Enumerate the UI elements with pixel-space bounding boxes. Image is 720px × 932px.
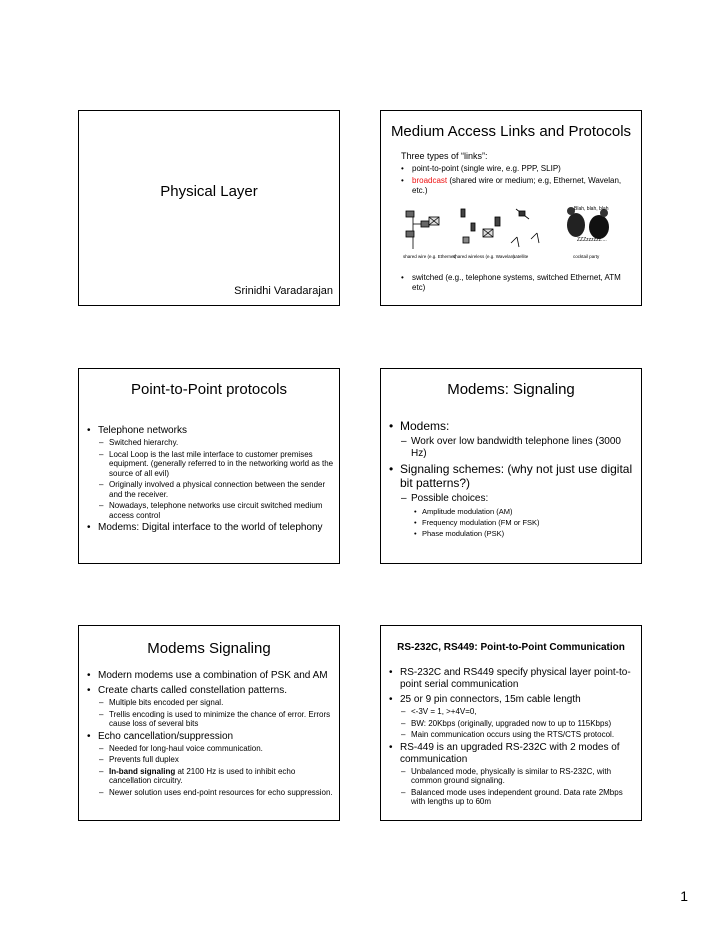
sub-bullet-item: – Prevents full duplex: [87, 755, 335, 765]
sub-bullet-item: – Local Loop is the last mile interface to customer premises equipment. (generally referred to in the networking world as the source of all evil): [87, 450, 335, 479]
sub-bullet-item: – Main communication occurs using the RTS/CTS protocol.: [389, 730, 637, 740]
bullet-list: [401, 164, 626, 199]
sub-bullet-item: – Nowadays, telephone networks use circuit switched medium access control: [87, 501, 335, 520]
slide-modems-signaling-2: [78, 625, 340, 821]
bullet-item: • Echo cancellation/suppression: [87, 731, 335, 743]
sub-sub-bullet-item: • Frequency modulation (FM or FSK): [389, 518, 637, 527]
bullet-item: • Modems:: [389, 419, 637, 433]
blah-label: Blah, blah, blah: [574, 206, 609, 212]
bullet-item: • broadcast (shared wire or medium; e.g, Ethernet, Wavelan, etc.): [401, 176, 626, 196]
sub-sub-bullet-item: • Amplitude modulation (AM): [389, 507, 637, 516]
sub-bullet-item: – Trellis encoding is used to minimize the chance of error. Errors cause loss of several bits: [87, 710, 335, 729]
sub-bullet-item: – <-3V = 1, >+4V=0,: [389, 707, 637, 717]
slide-title: RS-232C, RS449: Point-to-Point Communication: [397, 642, 625, 653]
sub-bullet-item: – Switched hierarchy.: [87, 438, 335, 448]
sub-bullet-item: – BW: 20Kbps (originally, upgraded now to up to 115Kbps): [389, 719, 637, 729]
slide-physical-layer: [78, 110, 340, 306]
sub-bullet-item: – In-band signaling at 2100 Hz is used to inhibit echo cancellation circuitry.: [87, 767, 335, 786]
slide-point-to-point: [78, 368, 340, 564]
sub-bullet-item: – Newer solution uses end-point resources for echo suppression.: [87, 788, 335, 798]
slide-rs232: [380, 625, 642, 821]
shared-wire-caption: shared wire (e.g. Ethernet): [403, 254, 457, 259]
bullet-item: • Modems: Digital interface to the world of telephony: [87, 522, 335, 534]
bullet-list: [87, 425, 335, 537]
bullet-item: • RS-232C and RS449 specify physical layer point-to-point serial communication: [389, 667, 637, 691]
bullet-item: • Modern modems use a combination of PSK and AM: [87, 670, 335, 682]
author: Srinidhi Varadarajan: [234, 285, 333, 297]
bullet-item: • switched (e.g., telephone systems, switched Ethernet, ATM etc): [401, 273, 626, 293]
slide-medium-access: [380, 110, 642, 306]
sub-bullet-item: – Needed for long-haul voice communication.: [87, 744, 335, 754]
bullet-list: [401, 273, 626, 296]
shared-wire-icon: [406, 211, 439, 249]
link-types-figure: [401, 203, 626, 267]
slide-modems-signaling: [380, 368, 642, 564]
satellite-icon: [511, 209, 539, 247]
bullet-list: [389, 419, 637, 540]
bullet-item: • Telephone networks: [87, 425, 335, 437]
bullet-item: • Signaling schemes: (why not just use digital bit patterns?): [389, 462, 637, 490]
zzz-label: ZZZzzzzzz....: [577, 237, 607, 243]
sub-bullet-item: – Multiple bits encoded per signal.: [87, 698, 335, 708]
bullet-list: [389, 667, 637, 809]
bullet-list: [87, 670, 335, 799]
slide-title: Physical Layer: [160, 183, 258, 200]
shared-wireless-icon: [461, 209, 500, 243]
sub-bullet-item: – Unbalanced mode, physically is similar to RS-232C, with common ground signaling.: [389, 767, 637, 786]
shared-wireless-caption: shared wireless (e.g. Wavelan): [453, 254, 515, 259]
broadcast-label: broadcast: [412, 176, 448, 185]
slide-title: Modems: Signaling: [447, 381, 575, 398]
bullet-item: • point-to-point (single wire, e.g. PPP, SLIP): [401, 164, 626, 174]
bullet-item: • 25 or 9 pin connectors, 15m cable length: [389, 694, 637, 706]
slide-title: Modems Signaling: [147, 640, 271, 657]
bullet-item: • RS-449 is an upgraded RS-232C with 2 modes of communication: [389, 742, 637, 766]
intro-text: Three types of “links”:: [401, 151, 488, 161]
sub-sub-bullet-item: • Phase modulation (PSK): [389, 529, 637, 538]
bullet-item: • Create charts called constellation patterns.: [87, 685, 335, 697]
page-number: 1: [680, 888, 688, 904]
sub-bullet-item: – Possible choices:: [389, 493, 637, 505]
sub-bullet-item: – Balanced mode uses independent ground. Data rate 2Mbps with lengths up to 60m: [389, 788, 637, 807]
slide-title: Medium Access Links and Protocols: [390, 123, 632, 140]
slide-title: Point-to-Point protocols: [131, 381, 287, 398]
in-band-label: In-band signaling: [109, 766, 176, 776]
cocktail-caption: cocktail party: [573, 254, 600, 259]
sub-bullet-item: – Originally involved a physical connection between the sender and the receiver.: [87, 480, 335, 499]
satellite-caption: satellite: [513, 254, 529, 259]
sub-bullet-item: – Work over low bandwidth telephone lines (3000 Hz): [389, 436, 637, 460]
